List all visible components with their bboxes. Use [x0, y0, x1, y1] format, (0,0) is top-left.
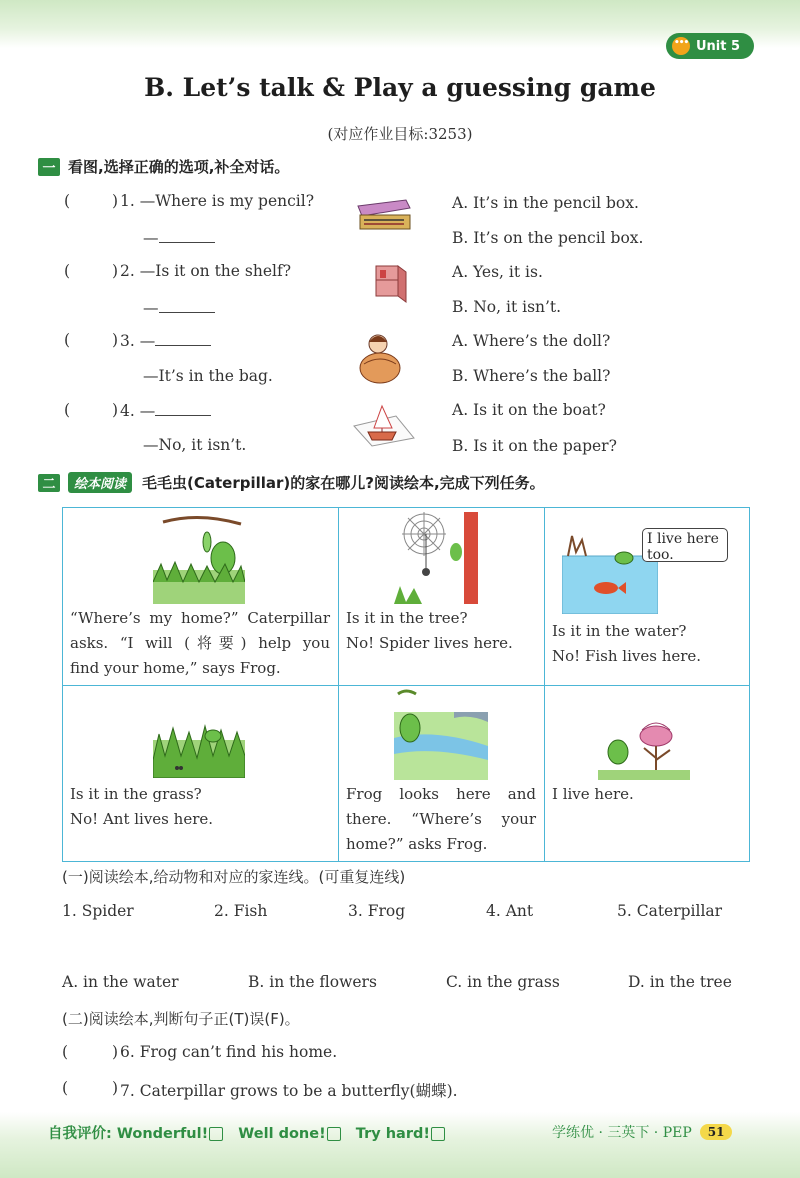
question-3-option-b: B. Where’s the ball? — [452, 367, 611, 385]
question-3-text: 3. — — [120, 331, 211, 350]
statement-7: 7. Caterpillar grows to be a butterfly(蝴蝶). — [120, 1082, 458, 1100]
question-2-option-b: B. No, it isn’t. — [452, 298, 562, 316]
doll-in-bag-picture — [352, 330, 408, 386]
task1-heading: (一)阅读绘本,给动物和对应的家连线。(可重复连线) — [62, 868, 406, 886]
panel-6-text: I live here. — [552, 785, 634, 803]
unit-label: Unit 5 — [696, 38, 741, 54]
answer-paren-close[interactable]: ) — [112, 401, 119, 419]
animal-option[interactable]: 2. Fish — [214, 902, 268, 920]
home-option[interactable]: C. in the grass — [446, 973, 560, 991]
section1-heading — [38, 156, 289, 177]
answer-paren-close[interactable]: ) — [112, 262, 119, 280]
answer-blank[interactable] — [155, 331, 211, 346]
home-option[interactable]: D. in the tree — [628, 973, 732, 991]
page-subtitle: (对应作业目标:3253) — [327, 125, 473, 143]
question-2-reply: — — [143, 298, 215, 317]
answer-paren-close[interactable]: ) — [112, 331, 119, 349]
book-title: 学练优 · 三英下 · PEP — [552, 1125, 692, 1141]
spider-tree-illustration — [394, 512, 488, 604]
pencil-box-picture — [352, 194, 414, 240]
self-eval-option: Try hard! — [355, 1126, 430, 1142]
answer-paren-open: ( — [64, 331, 71, 349]
speech-line: too. — [647, 547, 674, 563]
answer-paren-close[interactable]: ) — [112, 1079, 119, 1097]
page-number: 51 — [700, 1124, 733, 1140]
section1-instruction: 看图,选择正确的选项,补全对话。 — [68, 158, 290, 176]
ant-grass-illustration — [153, 690, 245, 778]
panel-5-text: Frog looks here and there. “Where’s your home?” asks Frog. — [346, 785, 536, 853]
animal-option[interactable]: 4. Ant — [486, 902, 534, 920]
panel-4-text: Is it in the grass? No! Ant lives here. — [70, 785, 214, 828]
section1-number: 一 — [38, 158, 60, 176]
answer-paren-open: ( — [64, 192, 71, 210]
section2-tag: 绘本阅读 — [68, 472, 132, 493]
answer-paren-close[interactable]: ) — [112, 192, 119, 210]
question-2-option-a: A. Yes, it is. — [452, 263, 543, 281]
animal-option[interactable]: 5. Caterpillar — [617, 902, 723, 920]
self-eval-option: Well done! — [238, 1126, 326, 1142]
question-1-reply: — — [143, 228, 215, 247]
question-4-option-b: B. Is it on the paper? — [452, 437, 617, 455]
caterpillar-flowers-illustration — [598, 694, 690, 780]
checkbox[interactable] — [327, 1127, 341, 1141]
panel-3-text: Is it in the water? No! Fish lives here. — [552, 622, 702, 665]
question-4-option-a: A. Is it on the boat? — [452, 401, 606, 419]
home-option[interactable]: B. in the flowers — [248, 973, 377, 991]
question-3-reply: —It’s in the bag. — [143, 367, 273, 385]
answer-paren-open: ( — [62, 1043, 69, 1061]
panel-1-text: “Where’s my home?” Caterpillar asks. “I will (将要) help you find your home,” says Frog. — [70, 609, 330, 677]
paper-boat-picture — [352, 402, 416, 448]
question-2-text: 2. —Is it on the shelf? — [120, 262, 291, 280]
statement-6: 6. Frog can’t find his home. — [120, 1043, 338, 1061]
animal-option[interactable]: 3. Frog — [348, 902, 406, 920]
section2-heading — [38, 472, 545, 493]
page-title: B. Let’s talk & Play a guessing game — [144, 73, 656, 102]
self-evaluation — [48, 1122, 455, 1143]
frog-caterpillar-illustration — [153, 512, 245, 604]
question-1-option-b: B. It’s on the pencil box. — [452, 229, 644, 247]
question-3-option-a: A. Where’s the doll? — [452, 332, 611, 350]
section2-number: 二 — [38, 474, 60, 492]
animal-option[interactable]: 1. Spider — [62, 902, 134, 920]
checkbox[interactable] — [431, 1127, 445, 1141]
speech-bubble — [642, 528, 728, 562]
answer-blank[interactable] — [159, 298, 215, 313]
task2-heading: (二)阅读绘本,判断句子正(T)误(F)。 — [62, 1010, 300, 1028]
self-eval-label: 自我评价: — [48, 1126, 112, 1142]
panel-2-text: Is it in the tree? No! Spider lives here. — [346, 609, 513, 652]
frog-river-illustration — [394, 688, 488, 780]
answer-paren-open: ( — [62, 1079, 69, 1097]
self-eval-option: Wonderful! — [116, 1126, 209, 1142]
question-4-text: 4. — — [120, 401, 211, 420]
question-1-text: 1. —Where is my pencil? — [120, 192, 315, 210]
answer-paren-open: ( — [64, 262, 71, 280]
shelf-picture — [366, 262, 412, 306]
book-info — [552, 1122, 732, 1142]
answer-blank[interactable] — [155, 401, 211, 416]
answer-paren-open: ( — [64, 401, 71, 419]
answer-paren-close[interactable]: ) — [112, 1043, 119, 1061]
speech-line: I live here — [647, 531, 719, 547]
question-1-option-a: A. It’s in the pencil box. — [452, 194, 639, 212]
checkbox[interactable] — [209, 1127, 223, 1141]
question-4-reply: —No, it isn’t. — [143, 436, 247, 454]
home-option[interactable]: A. in the water — [62, 973, 179, 991]
speech-bubble-icon — [672, 37, 690, 55]
unit-badge — [666, 33, 754, 59]
answer-blank[interactable] — [159, 228, 215, 243]
section2-instruction: 毛毛虫(Caterpillar)的家在哪儿?阅读绘本,完成下列任务。 — [142, 474, 545, 492]
